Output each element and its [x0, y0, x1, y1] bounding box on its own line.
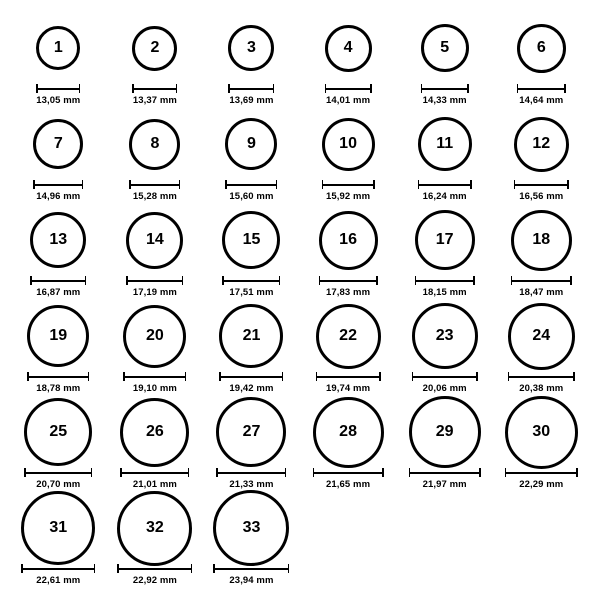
caliper-icon: [120, 468, 189, 476]
ring-size-row: [10, 206, 590, 302]
ring-circle-wrap: [418, 110, 472, 178]
ring-circle: [120, 398, 189, 467]
ring-dimension: [325, 84, 372, 106]
ring-diameter-label: 13,05 mm: [36, 94, 81, 106]
ring-size-label: 16: [339, 231, 357, 248]
ring-circle-wrap: [517, 14, 566, 82]
ring-diameter-label: 18,15 mm: [422, 286, 467, 298]
ring-size-label: 4: [343, 39, 353, 56]
ring-circle-wrap: [24, 398, 92, 466]
ring-circle: [325, 25, 372, 72]
ring-diameter-label: 16,56 mm: [519, 190, 564, 202]
ring-size-cell[interactable]: [396, 110, 493, 202]
ring-dimension: [216, 468, 286, 490]
caliper-icon: [421, 84, 469, 92]
ring-circle: [517, 24, 566, 73]
ring-dimension: [33, 180, 83, 202]
ring-circle-wrap: [322, 110, 375, 178]
ring-size-cell[interactable]: [493, 110, 590, 202]
caliper-icon: [24, 468, 92, 476]
ring-circle: [36, 26, 80, 70]
ring-size-label: 5: [440, 39, 450, 56]
ring-size-row: [10, 302, 590, 398]
ring-dimension: [21, 564, 95, 586]
ring-size-row: [10, 110, 590, 206]
ring-diameter-label: 13,37 mm: [132, 94, 177, 106]
ring-circle: [409, 396, 481, 468]
caliper-icon: [216, 468, 286, 476]
ring-diameter-label: 20,70 mm: [36, 478, 81, 490]
ring-size-label: 6: [536, 39, 546, 56]
ring-circle-wrap: [27, 302, 89, 370]
caliper-icon: [129, 180, 180, 188]
ring-size-cell[interactable]: [203, 110, 300, 202]
ring-diameter-label: 15,92 mm: [326, 190, 371, 202]
ring-circle-wrap: [421, 14, 469, 82]
ring-size-label: 15: [242, 231, 261, 248]
caliper-icon: [36, 84, 80, 92]
ring-circle: [117, 491, 192, 566]
ring-circle-wrap: [129, 110, 180, 178]
ring-diameter-label: 14,01 mm: [326, 94, 371, 106]
caliper-icon: [132, 84, 177, 92]
ring-dimension: [418, 180, 472, 202]
ring-circle-wrap: [508, 302, 575, 370]
ring-dimension: [505, 468, 578, 490]
caliper-icon: [316, 372, 381, 380]
ring-dimension: [412, 372, 478, 394]
caliper-icon: [30, 276, 86, 284]
ring-size-label: 23: [435, 327, 454, 344]
caliper-icon: [511, 276, 572, 284]
ring-size-label: 7: [53, 135, 63, 152]
ring-circle-wrap: [123, 302, 186, 370]
ring-dimension: [322, 180, 375, 202]
ring-dimension: [313, 468, 384, 490]
caliper-icon: [219, 372, 283, 380]
ring-size-cell[interactable]: [10, 398, 107, 490]
ring-size-cell[interactable]: [10, 14, 107, 106]
ring-circle: [316, 304, 381, 369]
ring-size-label: 8: [150, 135, 160, 152]
ring-circle-wrap: [117, 494, 192, 562]
ring-circle-wrap: [120, 398, 189, 466]
ring-size-label: 26: [145, 423, 164, 440]
ring-diameter-label: 23,94 mm: [229, 574, 274, 586]
ring-circle: [33, 119, 83, 169]
ring-dimension: [126, 276, 183, 298]
caliper-icon: [505, 468, 578, 476]
ring-dimension: [319, 276, 378, 298]
ring-size-cell[interactable]: [396, 302, 493, 394]
ring-circle: [219, 304, 283, 368]
ring-circle: [412, 303, 478, 369]
ring-circle: [216, 397, 286, 467]
ring-diameter-label: 17,83 mm: [326, 286, 371, 298]
ring-size-row: [10, 398, 590, 494]
ring-size-cell[interactable]: [203, 494, 300, 586]
ring-circle: [415, 210, 475, 270]
ring-circle-wrap: [30, 206, 86, 274]
ring-diameter-label: 16,87 mm: [36, 286, 81, 298]
ring-dimension: [132, 84, 177, 106]
ring-size-label: 13: [49, 231, 68, 248]
ring-size-cell[interactable]: [203, 14, 300, 106]
ring-dimension: [129, 180, 180, 202]
ring-diameter-label: 22,92 mm: [132, 574, 177, 586]
ring-size-cell[interactable]: [203, 398, 300, 490]
ring-size-cell[interactable]: [203, 302, 300, 394]
ring-size-cell[interactable]: [396, 398, 493, 490]
ring-size-label: 24: [532, 327, 551, 344]
ring-size-label: 10: [339, 135, 357, 152]
caliper-icon: [225, 180, 277, 188]
ring-diameter-label: 14,64 mm: [519, 94, 564, 106]
ring-circle-wrap: [213, 494, 289, 562]
ring-size-label: 22: [339, 327, 357, 344]
ring-diameter-label: 19,74 mm: [326, 382, 371, 394]
ring-circle: [222, 211, 280, 269]
ring-size-cell[interactable]: [300, 206, 397, 298]
ring-size-label: 3: [247, 39, 256, 56]
ring-dimension: [24, 468, 92, 490]
ring-size-cell[interactable]: [300, 110, 397, 202]
ring-size-cell[interactable]: [396, 206, 493, 298]
ring-circle-wrap: [319, 206, 378, 274]
ring-size-label: 29: [435, 423, 454, 440]
ring-size-label: 31: [49, 519, 68, 536]
ring-size-label: 20: [145, 327, 164, 344]
caliper-icon: [514, 180, 569, 188]
ring-circle: [319, 211, 378, 270]
ring-circle-wrap: [228, 14, 274, 82]
ring-size-label: 33: [242, 519, 261, 536]
ring-circle: [505, 396, 578, 469]
ring-diameter-label: 14,96 mm: [36, 190, 81, 202]
ring-dimension: [225, 180, 277, 202]
ring-diameter-label: 13,69 mm: [229, 94, 274, 106]
ring-size-cell[interactable]: [300, 398, 397, 490]
ring-dimension: [219, 372, 283, 394]
ring-diameter-label: 14,33 mm: [422, 94, 467, 106]
ring-circle: [421, 24, 469, 72]
ring-circle: [511, 210, 572, 271]
ring-dimension: [409, 468, 481, 490]
caliper-icon: [126, 276, 183, 284]
ring-circle-wrap: [325, 14, 372, 82]
ring-dimension: [213, 564, 289, 586]
ring-circle-wrap: [132, 14, 177, 82]
ring-circle: [27, 305, 89, 367]
ring-circle: [132, 26, 177, 71]
ring-circle: [225, 118, 277, 170]
ring-size-label: 25: [49, 423, 68, 440]
ring-circle-wrap: [505, 398, 578, 466]
ring-dimension: [30, 276, 86, 298]
ring-size-label: 18: [532, 231, 551, 248]
ring-size-label: 2: [150, 39, 160, 56]
ring-size-cell[interactable]: [10, 110, 107, 202]
ring-circle-wrap: [222, 206, 280, 274]
ring-diameter-label: 21,97 mm: [422, 478, 467, 490]
ring-diameter-label: 22,29 mm: [519, 478, 564, 490]
caliper-icon: [117, 564, 192, 572]
caliper-icon: [517, 84, 566, 92]
ring-dimension: [316, 372, 381, 394]
ring-circle-wrap: [514, 110, 569, 178]
ring-circle-wrap: [126, 206, 183, 274]
ring-diameter-label: 15,28 mm: [132, 190, 177, 202]
caliper-icon: [33, 180, 83, 188]
caliper-icon: [415, 276, 475, 284]
ring-circle-wrap: [33, 110, 83, 178]
ring-diameter-label: 21,65 mm: [326, 478, 371, 490]
ring-size-cell[interactable]: [107, 302, 204, 394]
ring-dimension: [228, 84, 274, 106]
caliper-icon: [418, 180, 472, 188]
ring-circle: [126, 212, 183, 269]
caliper-icon: [412, 372, 478, 380]
ring-size-label: 17: [435, 231, 454, 248]
ring-dimension: [120, 468, 189, 490]
ring-diameter-label: 18,47 mm: [519, 286, 564, 298]
ring-size-row: [10, 494, 590, 590]
ring-circle: [418, 117, 472, 171]
ring-dimension: [117, 564, 192, 586]
ring-diameter-label: 15,60 mm: [229, 190, 274, 202]
ring-circle-wrap: [412, 302, 478, 370]
ring-circle-wrap: [409, 398, 481, 466]
ring-circle-wrap: [36, 14, 80, 82]
caliper-icon: [319, 276, 378, 284]
ring-size-cell[interactable]: [493, 206, 590, 298]
ring-circle: [508, 303, 575, 370]
caliper-icon: [213, 564, 289, 572]
ring-diameter-label: 16,24 mm: [422, 190, 467, 202]
ring-size-cell[interactable]: [493, 14, 590, 106]
ring-size-cell[interactable]: [107, 494, 204, 586]
ring-diameter-label: 20,06 mm: [422, 382, 467, 394]
ring-size-label: 14: [145, 231, 164, 248]
ring-diameter-label: 17,51 mm: [229, 286, 274, 298]
ring-dimension: [27, 372, 89, 394]
ring-circle: [30, 212, 86, 268]
ring-size-label: 30: [532, 423, 551, 440]
ring-circle: [123, 305, 186, 368]
ring-diameter-label: 17,19 mm: [132, 286, 177, 298]
ring-size-row: [10, 14, 590, 110]
caliper-icon: [27, 372, 89, 380]
ring-circle: [129, 119, 180, 170]
caliper-icon: [123, 372, 186, 380]
ring-dimension: [222, 276, 280, 298]
ring-size-cell[interactable]: [10, 494, 107, 586]
ring-size-label: 11: [436, 135, 454, 152]
ring-size-label: 21: [242, 327, 261, 344]
ring-diameter-label: 22,61 mm: [36, 574, 81, 586]
ring-size-label: 28: [339, 423, 357, 440]
ring-dimension: [517, 84, 566, 106]
caliper-icon: [222, 276, 280, 284]
ring-size-cell[interactable]: [493, 398, 590, 490]
ring-size-cell[interactable]: [396, 14, 493, 106]
ring-dimension: [511, 276, 572, 298]
ring-size-label: 1: [53, 39, 63, 56]
ring-dimension: [36, 84, 80, 106]
ring-dimension: [508, 372, 575, 394]
ring-circle: [21, 491, 95, 565]
caliper-icon: [508, 372, 575, 380]
ring-diameter-label: 19,42 mm: [229, 382, 274, 394]
ring-size-cell[interactable]: [493, 302, 590, 394]
ring-size-cell[interactable]: [10, 302, 107, 394]
ring-diameter-label: 20,38 mm: [519, 382, 564, 394]
ring-circle-wrap: [21, 494, 95, 562]
ring-dimension: [415, 276, 475, 298]
caliper-icon: [322, 180, 375, 188]
ring-size-cell[interactable]: [300, 302, 397, 394]
ring-circle-wrap: [216, 398, 286, 466]
ring-diameter-label: 21,33 mm: [229, 478, 274, 490]
ring-circle-wrap: [511, 206, 572, 274]
ring-size-cell[interactable]: [107, 14, 204, 106]
ring-circle: [322, 118, 375, 171]
caliper-icon: [409, 468, 481, 476]
ring-circle: [514, 117, 569, 172]
ring-size-cell[interactable]: [107, 110, 204, 202]
ring-size-cell[interactable]: [10, 206, 107, 298]
ring-circle: [213, 490, 289, 566]
ring-size-cell[interactable]: [107, 206, 204, 298]
ring-circle-wrap: [225, 110, 277, 178]
ring-circle-wrap: [313, 398, 384, 466]
caliper-icon: [228, 84, 274, 92]
ring-diameter-label: 18,78 mm: [36, 382, 81, 394]
caliper-icon: [21, 564, 95, 572]
ring-diameter-label: 21,01 mm: [132, 478, 177, 490]
ring-size-cell[interactable]: [203, 206, 300, 298]
ring-size-cell[interactable]: [107, 398, 204, 490]
ring-circle-wrap: [415, 206, 475, 274]
ring-circle-wrap: [316, 302, 381, 370]
ring-circle: [228, 25, 274, 71]
ring-size-label: 9: [247, 135, 256, 152]
ring-size-label: 12: [532, 135, 551, 152]
caliper-icon: [325, 84, 372, 92]
ring-dimension: [514, 180, 569, 202]
caliper-icon: [313, 468, 384, 476]
ring-circle: [313, 397, 384, 468]
ring-dimension: [421, 84, 469, 106]
ring-size-cell[interactable]: [300, 14, 397, 106]
ring-dimension: [123, 372, 186, 394]
ring-diameter-label: 19,10 mm: [132, 382, 177, 394]
ring-circle-wrap: [219, 302, 283, 370]
ring-circle: [24, 398, 92, 466]
ring-size-label: 32: [145, 519, 164, 536]
ring-size-label: 19: [49, 327, 68, 344]
ring-size-label: 27: [242, 423, 261, 440]
